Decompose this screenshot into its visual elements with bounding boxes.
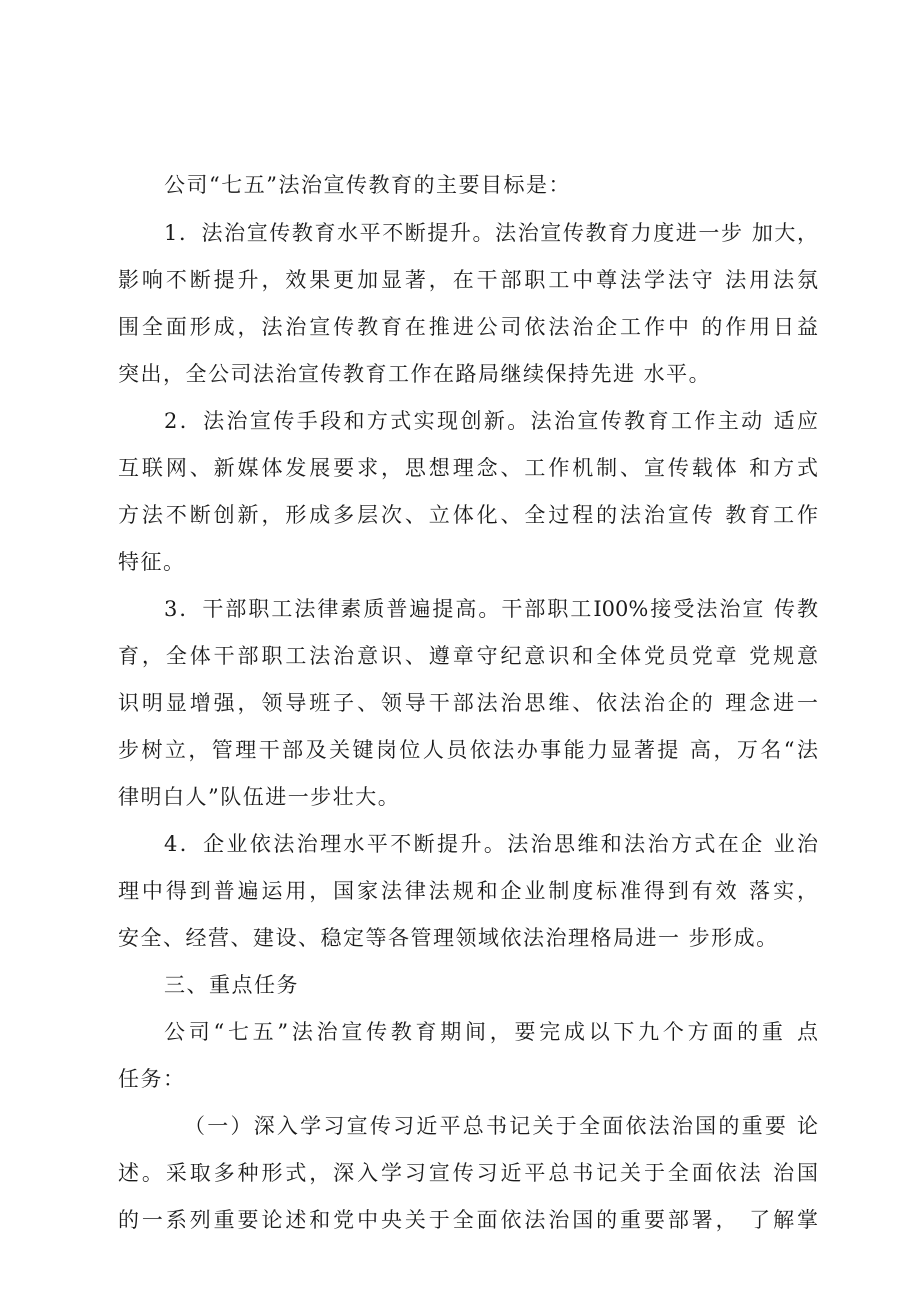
goal-3-line: 步树立，管理干部及关键岗位人员依法办事能力显著提 高，万名“法 [118,738,818,762]
goal-2-line: 2．法治宣传手段和方式实现创新。法治宣传教育工作主动 适应 [164,409,818,433]
goal-1-line: 影响不断提升，效果更加显著，在干部职工中尊法学法守 法用法氛 [118,268,818,292]
tasks-intro-line: 任务： [118,1067,186,1091]
goal-2-line: 方法不断创新，形成多层次、立体化、全过程的法治宣传 教育工作 [118,503,818,527]
goal-4-line: 4．企业依法治理水平不断提升。法治思维和法治方式在企 业治 [164,832,818,856]
goal-3-line: 律明白人”队伍进一步壮大。 [118,785,401,809]
goal-3-line: 3．干部职工法律素质普遍提高。干部职工I00%接受法治宣 传教 [164,597,818,621]
goal-3-line: 识明显增强，领导班子、领导干部法治思维、依法治企的 理念进一 [118,691,818,715]
goal-2-line: 特征。 [118,550,186,574]
paragraph-intro-line: 公司“七五”法治宣传教育的主要目标是： [164,173,571,197]
goal-1-line: 1．法治宣传教育水平不断提升。法治宣传教育力度进一步 加大， [164,221,818,245]
goal-1-line: 围全面形成，法治宣传教育在推进公司依法治企工作中 的作用日益 [118,315,818,339]
goal-2-line: 互联网、新媒体发展要求，思想理念、工作机制、宣传载体 和方式 [118,456,818,480]
task-1-line: 的一系列重要论述和党中央关于全面依法治国的重要部署， 了解掌 [118,1208,818,1232]
goal-3-line: 育，全体干部职工法治意识、遵章守纪意识和全体党员党章 党规意 [118,644,818,668]
task-1-line: （一）深入学习宣传习近平总书记关于全面依法治国的重要 论 [184,1114,818,1138]
tasks-intro-line: 公司“七五”法治宣传教育期间，要完成以下九个方面的重 点 [164,1020,818,1044]
section-heading: 三、重点任务 [164,973,299,997]
goal-1-line: 突出，全公司法治宣传教育工作在路局继续保持先进 水平。 [118,362,712,386]
task-1-line: 述。采取多种形式，深入学习宣传习近平总书记关于全面依法 治国 [118,1161,818,1185]
goal-4-line: 安全、经营、建设、稳定等各管理领域依法治理格局进一 步形成。 [118,926,779,950]
goal-4-line: 理中得到普遍运用，国家法律法规和企业制度标准得到有效 落实， [118,879,818,903]
